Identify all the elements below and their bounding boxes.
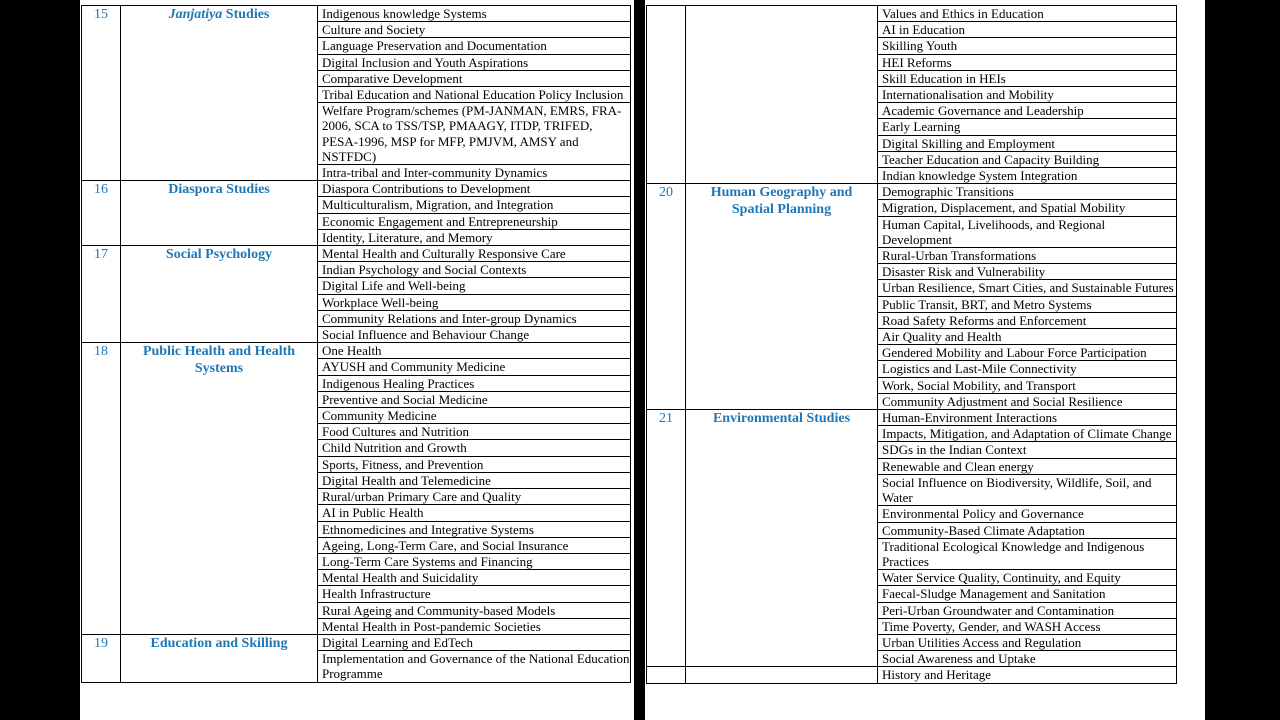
topic-cell: Skilling Youth [878, 38, 1177, 54]
table-row [647, 184, 1177, 200]
topic-cell: Language Preservation and Documentation [318, 38, 631, 54]
area-title-text: Social Psychology [165, 247, 273, 263]
topic-cell: Rural/urban Primary Care and Quality [318, 489, 631, 505]
area-number [647, 6, 686, 184]
area-title [121, 343, 318, 635]
area-title [686, 667, 878, 683]
topic-cell: Health Infrastructure [318, 586, 631, 602]
topic-cell: AYUSH and Community Medicine [318, 359, 631, 375]
topic-cell: AI in Public Health [318, 505, 631, 521]
topic-cell: Public Transit, BRT, and Metro Systems [878, 296, 1177, 312]
area-title-text: Diaspora Studies [168, 182, 270, 198]
topic-cell: Rural Ageing and Community-based Models [318, 602, 631, 618]
topic-cell: Ethnomedicines and Integrative Systems [318, 521, 631, 537]
topic-cell: Early Learning [878, 119, 1177, 135]
area-number: 18 [82, 343, 121, 635]
topic-cell: HEI Reforms [878, 54, 1177, 70]
area-title [686, 184, 878, 410]
topic-cell: Long-Term Care Systems and Financing [318, 553, 631, 569]
topic-cell: Implementation and Governance of the National Education Programme [318, 651, 631, 682]
topic-cell: Time Poverty, Gender, and WASH Access [878, 618, 1177, 634]
topic-cell: Gendered Mobility and Labour Force Participation [878, 345, 1177, 361]
topic-cell: Urban Utilities Access and Regulation [878, 634, 1177, 650]
topic-cell: Teacher Education and Capacity Building [878, 151, 1177, 167]
topic-cell: Tribal Education and National Education Policy Inclusion [318, 87, 631, 103]
topic-cell: Sports, Fitness, and Prevention [318, 456, 631, 472]
topic-cell: Indigenous Healing Practices [318, 375, 631, 391]
topic-cell: Skill Education in HEIs [878, 70, 1177, 86]
topic-cell: Child Nutrition and Growth [318, 440, 631, 456]
topic-cell: SDGs in the Indian Context [878, 442, 1177, 458]
topic-cell: Digital Life and Well-being [318, 278, 631, 294]
topic-cell: Ageing, Long-Term Care, and Social Insurance [318, 537, 631, 553]
topic-cell: Community-Based Climate Adaptation [878, 522, 1177, 538]
topic-cell: Disaster Risk and Vulnerability [878, 264, 1177, 280]
topic-cell: Urban Resilience, Smart Cities, and Sustainable Futures [878, 280, 1177, 296]
table-row [647, 6, 1177, 22]
topic-cell: Multiculturalism, Migration, and Integration [318, 197, 631, 213]
topic-cell: Social Awareness and Uptake [878, 651, 1177, 667]
area-title [121, 246, 318, 343]
topic-cell: Workplace Well-being [318, 294, 631, 310]
topic-cell: Academic Governance and Leadership [878, 103, 1177, 119]
topic-cell: Mental Health and Culturally Responsive Care [318, 246, 631, 262]
topic-cell: Welfare Program/schemes (PM-JANMAN, EMRS, FRA-2006, SCA to TSS/TSP, PMAAGY, ITDP, TRIFED, PESA-1996, MSP for MFP, PMJVM, AMSY and NSTFDC) [318, 103, 631, 165]
topic-cell: Mental Health in Post-pandemic Societies [318, 618, 631, 634]
topic-cell: Preventive and Social Medicine [318, 391, 631, 407]
table-row [82, 246, 631, 262]
area-title [686, 410, 878, 667]
topic-cell: Culture and Society [318, 22, 631, 38]
topic-cell: Human-Environment Interactions [878, 410, 1177, 426]
topic-cell: Indian knowledge System Integration [878, 168, 1177, 184]
topic-cell: Traditional Ecological Knowledge and Indigenous Practices [878, 538, 1177, 569]
topic-cell: Air Quality and Health [878, 329, 1177, 345]
topic-cell: Mental Health and Suicidality [318, 570, 631, 586]
topic-cell: Economic Engagement and Entrepreneurship [318, 213, 631, 229]
table-row [82, 634, 631, 650]
topic-cell: Indigenous knowledge Systems [318, 6, 631, 22]
topic-cell: Logistics and Last-Mile Connectivity [878, 361, 1177, 377]
topic-cell: Impacts, Mitigation, and Adaptation of Climate Change [878, 426, 1177, 442]
area-title-text: Studies [222, 7, 270, 22]
area-title [121, 6, 318, 181]
area-title-text: Public Health and Health Systems [142, 344, 296, 376]
topic-cell: Digital Learning and EdTech [318, 634, 631, 650]
area-number: 21 [647, 410, 686, 667]
topic-cell: Intra-tribal and Inter-community Dynamics [318, 165, 631, 181]
table-row [82, 181, 631, 197]
topic-cell: Demographic Transitions [878, 184, 1177, 200]
topic-cell: Internationalisation and Mobility [878, 87, 1177, 103]
area-title-text: Environmental Studies [712, 411, 851, 427]
topic-cell: Digital Skilling and Employment [878, 135, 1177, 151]
area-number: 16 [82, 181, 121, 246]
topic-cell: Food Cultures and Nutrition [318, 424, 631, 440]
topic-cell: History and Heritage [878, 667, 1177, 683]
area-title-italic: Janjatiya [168, 7, 223, 22]
right-research-areas-table [646, 5, 1177, 684]
left-page [80, 0, 634, 720]
area-title-text: Education and Skilling [150, 635, 288, 651]
topic-cell: Community Medicine [318, 408, 631, 424]
topic-cell: Water Service Quality, Continuity, and Equity [878, 570, 1177, 586]
area-title [121, 181, 318, 246]
area-number: 19 [82, 634, 121, 682]
topic-cell: Environmental Policy and Governance [878, 506, 1177, 522]
topic-cell: Community Relations and Inter-group Dynamics [318, 310, 631, 326]
topic-cell: Faecal-Sludge Management and Sanitation [878, 586, 1177, 602]
area-number [647, 667, 686, 683]
topic-cell: Rural-Urban Transformations [878, 248, 1177, 264]
topic-cell: Values and Ethics in Education [878, 6, 1177, 22]
topic-cell: Digital Inclusion and Youth Aspirations [318, 54, 631, 70]
topic-cell: Migration, Displacement, and Spatial Mobility [878, 200, 1177, 216]
topic-cell: Social Influence and Behaviour Change [318, 327, 631, 343]
table-row [647, 410, 1177, 426]
right-page [645, 0, 1205, 720]
topic-cell: Peri-Urban Groundwater and Contamination [878, 602, 1177, 618]
topic-cell: Social Influence on Biodiversity, Wildlife, Soil, and Water [878, 474, 1177, 505]
topic-cell: Comparative Development [318, 70, 631, 86]
topic-cell: Identity, Literature, and Memory [318, 229, 631, 245]
area-number: 17 [82, 246, 121, 343]
area-title-text: Human Geography and Spatial Planning [710, 185, 853, 217]
area-number: 20 [647, 184, 686, 410]
area-number: 15 [82, 6, 121, 181]
topic-cell: Digital Health and Telemedicine [318, 472, 631, 488]
topic-cell: Work, Social Mobility, and Transport [878, 377, 1177, 393]
topic-cell: AI in Education [878, 22, 1177, 38]
area-title [121, 634, 318, 682]
table-row [82, 6, 631, 22]
left-research-areas-table [81, 5, 631, 683]
area-title [686, 6, 878, 184]
table-row [82, 343, 631, 359]
topic-cell: Diaspora Contributions to Development [318, 181, 631, 197]
topic-cell: Road Safety Reforms and Enforcement [878, 312, 1177, 328]
topic-cell: Human Capital, Livelihoods, and Regional Development [878, 216, 1177, 247]
topic-cell: Community Adjustment and Social Resilience [878, 393, 1177, 409]
topic-cell: Indian Psychology and Social Contexts [318, 262, 631, 278]
topic-cell: One Health [318, 343, 631, 359]
table-row [647, 667, 1177, 683]
topic-cell: Renewable and Clean energy [878, 458, 1177, 474]
